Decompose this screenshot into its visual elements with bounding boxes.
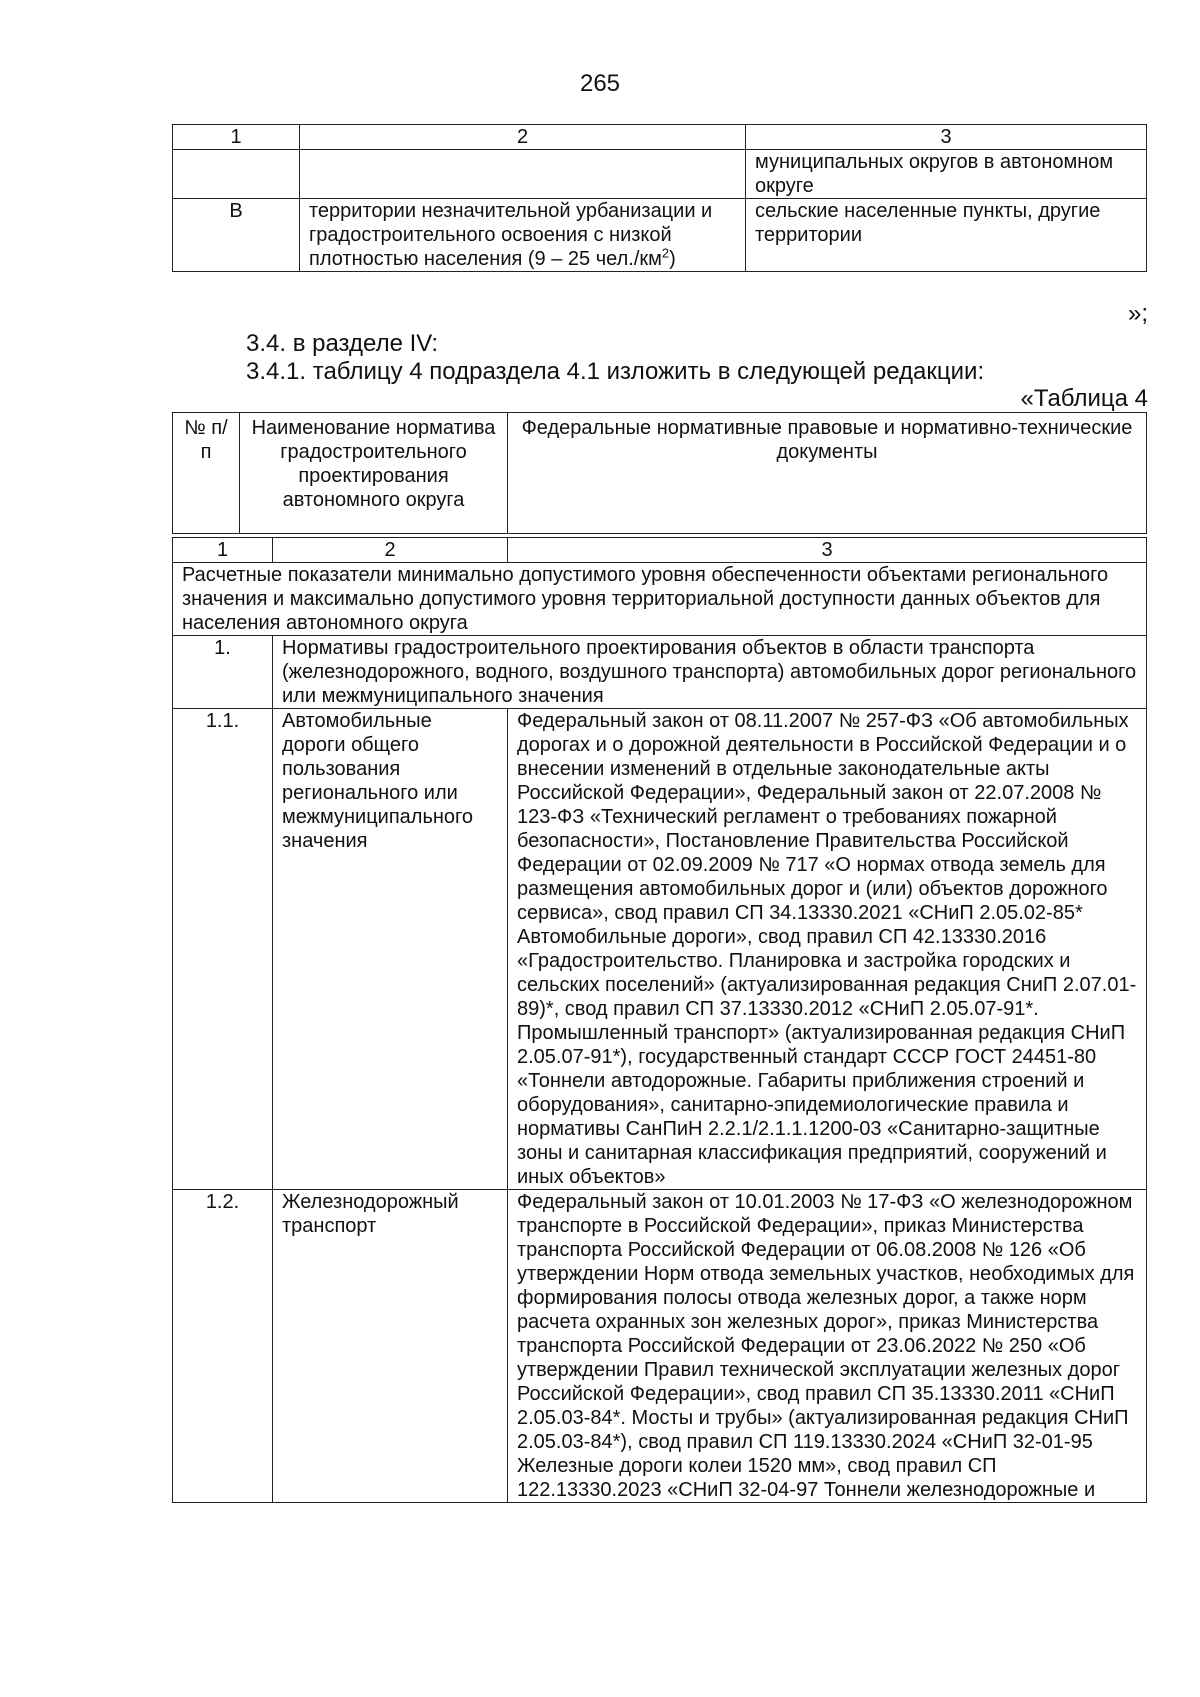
section-title: Расчетные показатели минимально допустимого уровня обеспеченности объектами регионального значения и максимально допустимого уровня территориальной доступности данных объектов для населения автономного округа: [173, 563, 1147, 636]
table-cell: сельские населенные пункты, другие территории: [746, 199, 1147, 272]
row-docs: Федеральный закон от 10.01.2003 № 17-ФЗ «О железнодорожном транспорте в Российской Федерации», приказ Министерства транспорта Российской Федерации от 06.08.2008 № 126 «Об утверждении Норм отвода земельных участков, необходимых для формирования полосы отвода железных дорог, а также норм расчета охранных зон железных дорог», приказ Министерства транспорта Российской Федерации от 23.06.2022 № 250 «Об утверждении Правил технической эксплуатации железных дорог Российской Федерации», свод правил СП 35.13330.2011 «СНиП 2.05.03-84*. Мосты и трубы» (актуализированная редакция СНиП 2.05.03-84*), свод правил СП 119.13330.2024 «СНиП 32-01-95 Железные дороги колеи 1520 мм», свод правил СП 122.13330.2023 «СНиП 32-04-97 Тоннели железнодорожные и: [508, 1190, 1147, 1503]
closing-quote: »;: [1127, 300, 1148, 327]
row-docs: Федеральный закон от 08.11.2007 № 257-ФЗ «Об автомобильных дорогах и о дорожной деятельности в Российской Федерации и о внесении изменений в отдельные законодательные акты Российской Федерации», Федеральный закон от 22.07.2008 № 123-ФЗ «Технический регламент о требованиях пожарной безопасности», Постановление Правительства Российской Федерации от 02.09.2009 № 717 «О нормах отвода земель для размещения автомобильных дорог и (или) объектов дорожного сервиса», свод правил СП 34.13330.2021 «СНиП 2.05.02-85* Автомобильные дороги», свод правил СП 42.13330.2016 «Градостроительство. Планировка и застройка городских и сельских поселений» (актуализированная редакция СниП 2.07.01-89)*, свод правил СП 37.13330.2012 «СНиП 2.05.07-91*. Промышленный транспорт» (актуализированная редакция СНиП 2.05.07-91*), государственный стандарт СССР ГОСТ 24451-80 «Тоннели автодорожные. Габариты приближения строений и оборудования», санитарно-эпидемиологические правила и нормативы СанПиН 2.2.1/2.1.1.1200-03 «Санитарно-защитные зоны и санитарная классификация предприятий, сооружений и иных объектов»: [508, 709, 1147, 1190]
row-name: Автомобильные дороги общего пользования регионального или межмуниципального значения: [273, 709, 508, 1190]
paragraph-3-4-1: 3.4.1. таблицу 4 подраздела 4.1 изложить в следующей редакции:: [246, 358, 985, 385]
group-number: 1.: [173, 636, 273, 709]
group-title: Нормативы градостроительного проектирования объектов в области транспорта (железнодорожного, водного, воздушного транспорта) автомобильных дорог регионального или межмуниципального значения: [273, 636, 1147, 709]
row-name: Железнодорожный транспорт: [273, 1190, 508, 1503]
table-cell: [300, 199, 746, 272]
row-number: 1.2.: [173, 1190, 273, 1503]
paragraph-3-4: 3.4. в разделе IV:: [246, 330, 439, 357]
table4-header: [172, 412, 1147, 534]
header-number-cell: № п/п: [173, 413, 240, 534]
table-caption: «Таблица 4: [1020, 385, 1148, 412]
column-number-row: [173, 538, 1147, 563]
header-docs-cell: Федеральные нормативные правовые и нормативно-технические документы: [508, 413, 1147, 534]
table-row: [173, 150, 1147, 199]
table4-body: [172, 537, 1147, 1503]
table-header-row: [173, 125, 1147, 150]
cell-text-end: ): [669, 248, 676, 270]
table-cell: муниципальных округов в автономном округе: [746, 150, 1147, 199]
table-cell: [300, 150, 746, 199]
page-number: 265: [579, 70, 621, 97]
column-number: 1: [173, 538, 273, 563]
table-row: [173, 199, 1147, 272]
group-row: [173, 636, 1147, 709]
header-cell: 1: [173, 125, 300, 150]
header-cell: 2: [300, 125, 746, 150]
row-number: 1.1.: [173, 709, 273, 1190]
header-cell: 3: [746, 125, 1147, 150]
column-number: 2: [273, 538, 508, 563]
table-header-row: [173, 413, 1147, 534]
previous-table: [172, 124, 1147, 272]
column-number: 3: [508, 538, 1147, 563]
cell-text: территории незначительной урбанизации и градостроительного освоения с низкой плотностью населения (9 – 25 чел./км: [309, 200, 713, 270]
header-name-cell: Наименование норматива градостроительного проектирования автономного округа: [240, 413, 508, 534]
table-cell: В: [173, 199, 300, 272]
table-row: [173, 1190, 1147, 1503]
section-row: [173, 563, 1147, 636]
table-row: [173, 709, 1147, 1190]
table-cell: [173, 150, 300, 199]
superscript: 2: [661, 245, 670, 261]
